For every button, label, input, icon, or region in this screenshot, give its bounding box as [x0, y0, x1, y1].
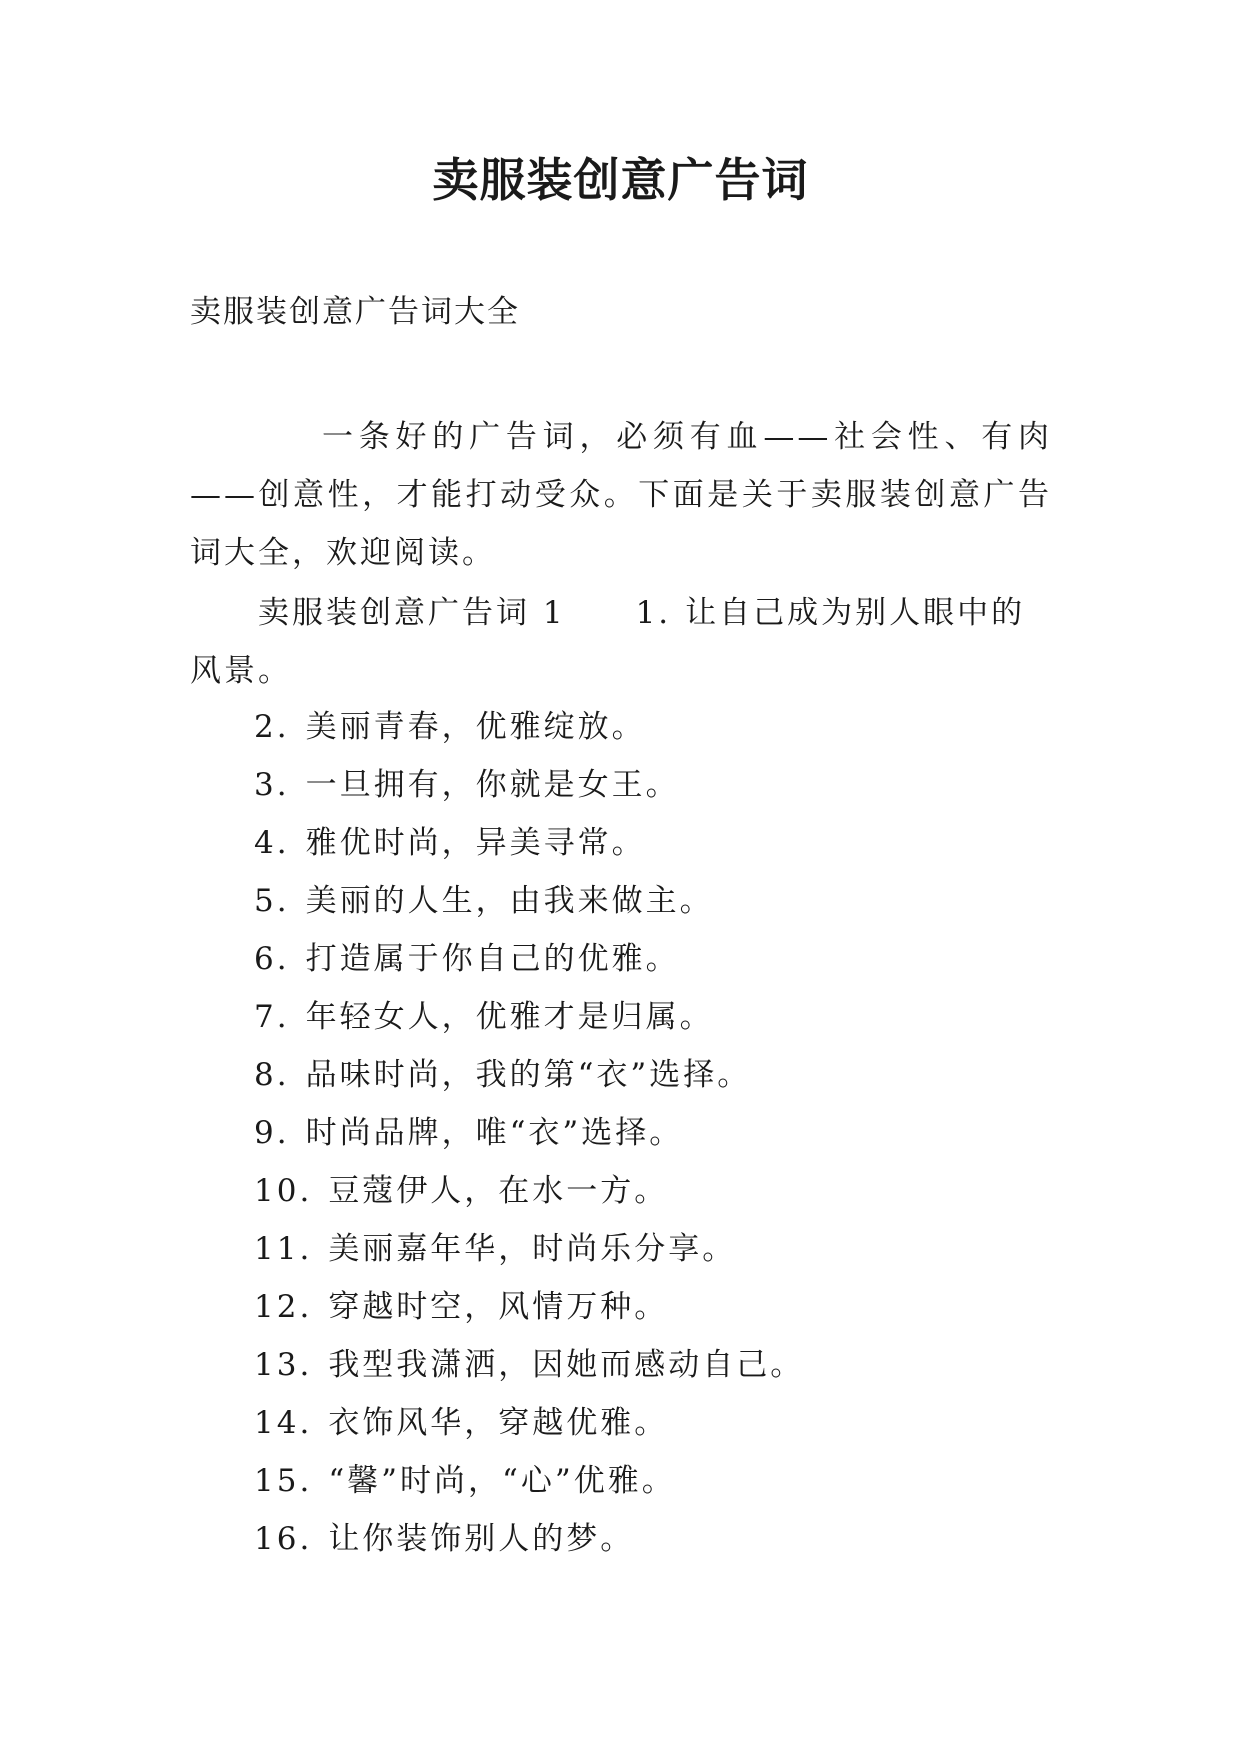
item-text: “馨”时尚，“心”优雅。: [328, 1463, 676, 1499]
document-subtitle: 卖服装创意广告词大全: [190, 294, 520, 330]
list-item: [254, 988, 804, 1046]
item-number: 9.: [254, 1115, 290, 1151]
intro-paragraph: 一条好的广告词，必须有血——社会性、有肉——创意性，才能打动受众。下面是关于卖服装创意广告词大全，欢迎阅读。: [190, 419, 1052, 571]
item-number: 6.: [254, 941, 290, 977]
list-item: [254, 1452, 804, 1510]
item-text: 让你装饰别人的梦。: [328, 1521, 635, 1557]
list-item: [254, 1510, 804, 1568]
item-text: 打造属于你自己的优雅。: [305, 941, 680, 977]
first-item-paragraph: [190, 584, 1052, 700]
item-number: 10.: [254, 1173, 313, 1209]
item-text: 美丽青春，优雅绽放。: [305, 709, 646, 745]
list-item: [254, 698, 804, 756]
list-item: [254, 756, 804, 814]
item-number: 15.: [254, 1463, 313, 1499]
item-text: 雅优时尚，异美寻常。: [305, 825, 646, 861]
list-item: [254, 814, 804, 872]
item-text: 穿越时空，风情万种。: [328, 1289, 669, 1325]
item-number: 8.: [254, 1057, 290, 1093]
item-text: 时尚品牌，唯“衣”选择。: [305, 1115, 684, 1151]
list-item: [254, 1104, 804, 1162]
item-text: 美丽的人生，由我来做主。: [305, 883, 714, 919]
item-text: 豆蔻伊人，在水一方。: [328, 1173, 669, 1209]
list-item: [254, 930, 804, 988]
list-item: [254, 1162, 804, 1220]
item-number: 5.: [254, 883, 290, 919]
item-text: 美丽嘉年华，时尚乐分享。: [328, 1231, 737, 1267]
item-number: 1.: [635, 595, 672, 631]
item-number: 4.: [254, 825, 290, 861]
list-item: [254, 1278, 804, 1336]
item-number: 12.: [254, 1289, 313, 1325]
list-item: [254, 1220, 804, 1278]
section-heading: 卖服装创意广告词 1: [258, 595, 566, 631]
list-item: [254, 1046, 804, 1104]
item-text: 衣饰风华，穿越优雅。: [328, 1405, 669, 1441]
list-item: [254, 872, 804, 930]
slogan-list: [254, 698, 804, 1568]
item-number: 7.: [254, 999, 290, 1035]
item-text: 品味时尚，我的第“衣”选择。: [305, 1057, 752, 1093]
item-text: 让自己成为别人眼中的风景。: [190, 595, 1026, 689]
list-item: [254, 1394, 804, 1452]
item-text: 我型我潇洒，因她而感动自己。: [328, 1347, 805, 1383]
item-number: 2.: [254, 709, 290, 745]
item-number: 16.: [254, 1521, 313, 1557]
item-number: 14.: [254, 1405, 313, 1441]
item-number: 11.: [254, 1231, 313, 1267]
item-number: 3.: [254, 767, 290, 803]
list-item: [254, 1336, 804, 1394]
document-title: 卖服装创意广告词: [432, 153, 809, 207]
item-text: 一旦拥有，你就是女王。: [305, 767, 680, 803]
item-text: 年轻女人，优雅才是归属。: [305, 999, 714, 1035]
item-number: 13.: [254, 1347, 313, 1383]
